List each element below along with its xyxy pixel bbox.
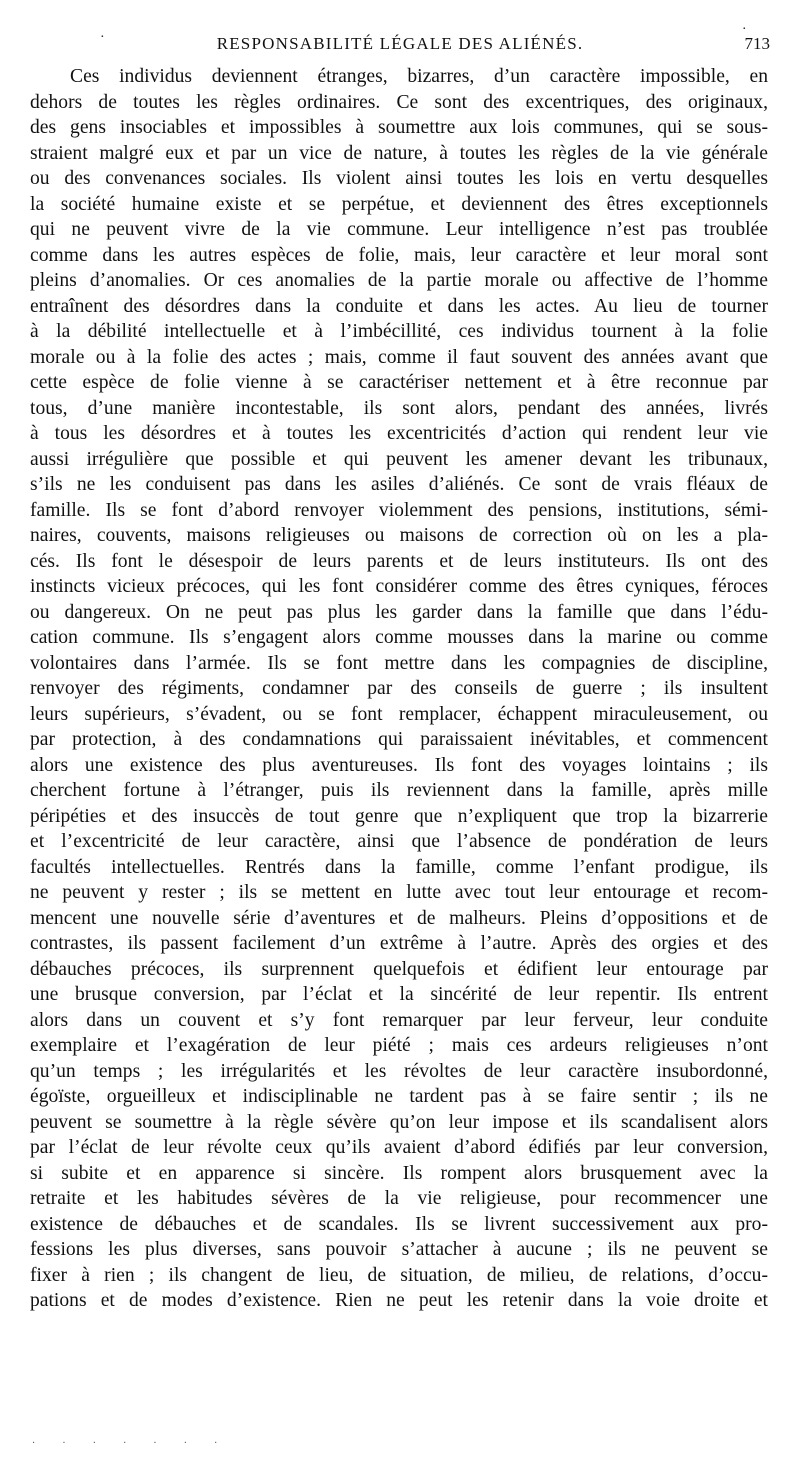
text-line: ne peuvent y rester ; ils se mettent en lutte avec tout leur entourage et recom-	[30, 882, 768, 903]
text-line: mencent une nouvelle série d’aventures et de malheurs. Pleins d’oppositions et de	[30, 907, 768, 929]
text-line: si subite et en apparence si sincère. Ils rompent alors brusquement avec la	[30, 1162, 768, 1184]
text-line: retraite et les habitudes sévères de la vie religieuse, pour recommencer une	[30, 1188, 768, 1209]
text-line: aussi irrégulière que possible et qui peuvent les amener devant les tribunaux,	[30, 448, 768, 470]
text-line: s’ils ne les conduisent pas dans les asiles d’aliénés. Ce sont de vrais fléaux de	[30, 474, 768, 495]
header-dot-left: ·	[100, 30, 105, 45]
text-line: tous, d’une manière incontestable, ils sont alors, pendant des années, livrés	[30, 397, 768, 419]
text-line: et l’excentricité de leur caractère, ainsi que l’absence de pondération de leurs	[30, 831, 768, 852]
text-line: alors une existence des plus aventureuses. Ils font des voyages lointains ; ils	[30, 754, 768, 776]
text-line: par l’éclat de leur révolte ceux qu’ils avaient d’abord édifiés par leur conversion,	[30, 1137, 768, 1158]
text-line: straient malgré eux et par un vice de nature, à toutes les règles de la vie générale	[30, 142, 768, 164]
text-line: des gens insociables et impossibles à soumettre aux lois communes, qui se sous-	[30, 117, 768, 138]
text-line: instincts vicieux précoces, qui les font considérer comme des êtres cyniques, féroces	[30, 576, 768, 597]
text-line: ou dangereux. On ne peut pas plus les garder dans la famille que dans l’édu-	[30, 601, 768, 623]
text-line: cherchent fortune à l’étranger, puis ils reviennent dans la famille, après mille	[30, 780, 768, 801]
text-line: fixer à rien ; ils changent de lieu, de situation, de milieu, de relations, d’occu-	[30, 1264, 768, 1286]
text-line: une brusque conversion, par l’éclat et la sincérité de leur repentir. Ils entrent	[30, 984, 768, 1005]
text-line: cette espèce de folie vienne à se caractériser nettement et à être reconnue par	[30, 372, 768, 393]
header-dot-right: .	[742, 18, 746, 33]
text-line: dehors de toutes les règles ordinaires. Ce sont des excentriques, des originaux,	[30, 91, 768, 113]
text-line: existence de débauches et de scandales. Ils se livrent successivement aux pro-	[30, 1213, 768, 1235]
running-header	[30, 18, 770, 56]
text-line: Ces individus deviennent étranges, bizarres, d’un caractère impossible, en	[70, 66, 768, 87]
text-line: égoïste, orgueilleux et indisciplinable ne tardent pas à se faire sentir ; ils ne	[30, 1086, 768, 1107]
text-line: par protection, à des condamnations qui paraissaient inévitables, et commencent	[30, 729, 768, 750]
footer-marks: · · · · · · ·	[32, 1438, 230, 1449]
text-line: à tous les désordres et à toutes les excentricités d’action qui rendent leur vie	[30, 423, 768, 444]
text-line: facultés intellectuelles. Rentrés dans la famille, comme l’enfant prodigue, ils	[30, 856, 768, 878]
text-line: à la débilité intellectuelle et à l’imbécillité, ces individus tournent à la folie	[30, 321, 768, 342]
text-line: qui ne peuvent vivre de la vie commune. Leur intelligence n’est pas troublée	[30, 219, 768, 240]
text-line: leurs supérieurs, s’évadent, ou se font remplacer, échappent miraculeusement, ou	[30, 703, 768, 725]
text-line: famille. Ils se font d’abord renvoyer violemment des pensions, institutions, sémi-	[30, 499, 768, 521]
text-line: pations et de modes d’existence. Rien ne peut les retenir dans la voie droite et	[30, 1290, 768, 1311]
text-line: fessions les plus diverses, sans pouvoir s’attacher à aucune ; ils ne peuvent se	[30, 1239, 768, 1260]
text-line: qu’un temps ; les irrégularités et les révoltes de leur caractère insubordonné,	[30, 1060, 768, 1082]
text-line: peuvent se soumettre à la règle sévère qu’on leur impose et ils scandalisent alors	[30, 1111, 768, 1133]
text-line: la société humaine existe et se perpétue, et deviennent des êtres exceptionnels	[30, 193, 768, 215]
text-line: entraînent des désordres dans la conduite et dans les actes. Au lieu de tourner	[30, 295, 768, 317]
text-line: comme dans les autres espèces de folie, mais, leur caractère et leur moral sont	[30, 244, 768, 266]
text-line: ou des convenances sociales. Ils violent ainsi toutes les lois en vertu desquelles	[30, 168, 768, 189]
text-line: volontaires dans l’armée. Ils se font mettre dans les compagnies de discipline,	[30, 652, 768, 674]
running-title: RESPONSABILITÉ LÉGALE DES ALIÉNÉS.	[216, 34, 584, 53]
text-line: péripéties et des insuccès de tout genre que n’expliquent que trop la bizarrerie	[30, 805, 768, 827]
text-line: cation commune. Ils s’engagent alors comme mousses dans la marine ou comme	[30, 627, 768, 648]
text-line: alors dans un couvent et s’y font remarquer par leur ferveur, leur conduite	[30, 1009, 768, 1031]
text-line: contrastes, ils passent facilement d’un extrême à l’autre. Après des orgies et des	[30, 933, 768, 954]
text-line: cés. Ils font le désespoir de leurs parents et de leurs instituteurs. Ils ont des	[30, 550, 768, 572]
text-line: naires, couvents, maisons religieuses ou maisons de correction où on les a pla-	[30, 525, 768, 546]
body-paragraph	[30, 64, 768, 1314]
text-line: renvoyer des régiments, condamner par des conseils de guerre ; ils insultent	[30, 678, 768, 699]
text-line: morale ou à la folie des actes ; mais, comme il faut souvent des années avant que	[30, 346, 768, 368]
text-line: exemplaire et l’exagération de leur piété ; mais ces ardeurs religieuses n’ont	[30, 1035, 768, 1056]
page-number: 713	[744, 34, 770, 53]
text-line: pleins d’anomalies. Or ces anomalies de la partie morale ou affective de l’homme	[30, 270, 768, 291]
text-line: débauches précoces, ils surprennent quelquefois et édifient leur entourage par	[30, 958, 768, 980]
